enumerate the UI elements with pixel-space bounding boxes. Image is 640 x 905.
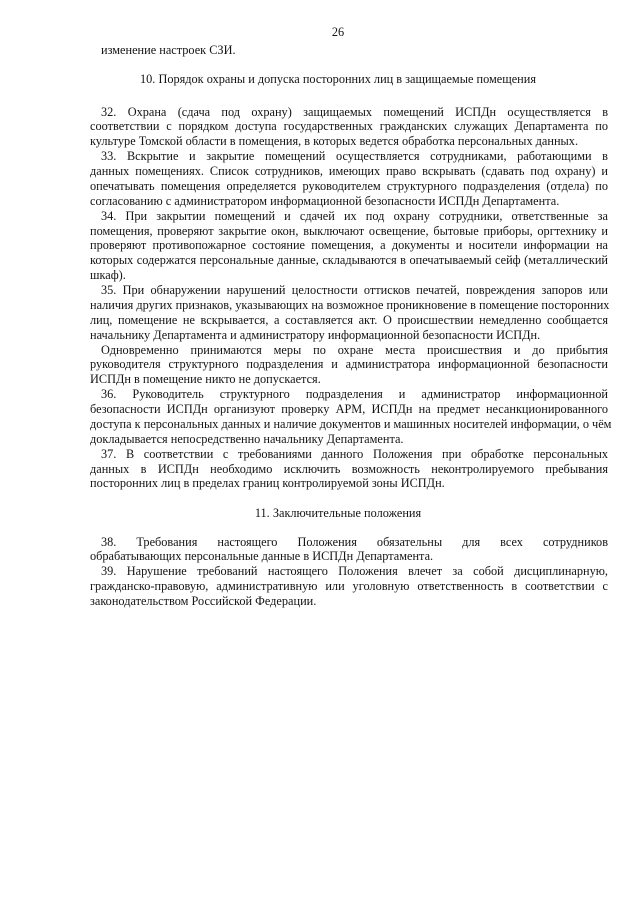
text-line: наличия других признаков, указывающих на возможное проникновение в помещение посторонних <box>90 297 610 312</box>
text-line: 36. Руководитель структурного подразделения и администратор информационной <box>101 387 608 402</box>
text-line: 35. При обнаружении нарушений целостности оттисков печатей, повреждения запоров или <box>101 283 608 297</box>
text-line: 39. Нарушение требований настоящего Положения влечет за собой дисциплинарную, <box>101 564 608 579</box>
paragraph-35-note <box>90 343 608 388</box>
paragraph-36 <box>90 387 612 447</box>
text-line: данных помещениях. Список сотрудников, имеющих право вскрывать (сдавать под охрану) и <box>90 164 608 178</box>
paragraph-37 <box>90 447 608 492</box>
paragraph-34 <box>90 209 608 283</box>
paragraph-33 <box>90 149 608 209</box>
text-line: докладывается непосредственно начальнику Департамента. <box>90 431 404 446</box>
section-heading-11: 11. Заключительные положения <box>254 505 422 520</box>
text-line: обрабатывающих персональные данные в ИСПДн Департамента. <box>90 549 434 564</box>
section-10-body <box>90 104 612 492</box>
section-11-body <box>90 535 608 609</box>
continuation-text: изменение настроек СЗИ. <box>101 42 236 57</box>
text-line: которых содержатся персональные данные, складываются в опечатываемый сейф (металлический <box>90 253 608 268</box>
text-line: безопасности ИСПДн организуют проверку АРМ, ИСПДн на предмет несанкционированного <box>90 402 608 416</box>
text-line: опечатывать помещения определяется руководителем структурного подразделения (отдела) по <box>90 178 608 193</box>
page-number: 26 <box>331 25 345 39</box>
text-line: Одновременно принимаются меры по охране места происшествия и до прибытия <box>101 342 608 357</box>
text-line: посторонних лиц в пределах границ контролируемой зоны ИСПДн. <box>90 476 445 491</box>
text-line: руководителя структурного подразделения и администратора информационной безопасности <box>90 357 608 372</box>
text-line: данных в ИСПДн необходимо исключить возможность неконтролируемого пребывания <box>90 461 608 476</box>
text-line: начальнику Департамента и администратору информационной безопасности ИСПДн. <box>90 327 541 342</box>
text-line: 32. Охрана (сдача под охрану) защищаемых помещений ИСПДн осуществляется в <box>101 104 608 119</box>
text-line: проверяют противопожарное состояние помещения, а документы и носители информации на <box>90 238 608 253</box>
text-line: согласованию с администратором информационной безопасности ИСПДн Департамента. <box>90 193 560 208</box>
text-line: 34. При закрытии помещений и сдачей их под охрану сотрудники, ответственные за <box>101 208 608 223</box>
text-line: 33. Вскрытие и закрытие помещений осуществляется сотрудниками, работающими в <box>101 149 608 164</box>
text-line: 37. В соответствии с требованиями данного Положения при обработке персональных <box>101 446 608 461</box>
text-line: ИСПДн в помещение никто не допускается. <box>90 372 321 387</box>
paragraph-32 <box>90 105 608 150</box>
text-line: соответствии с порядком доступа государственных гражданских служащих Департамента по <box>90 119 608 134</box>
text-line: шкаф). <box>90 268 126 283</box>
text-line: лиц, помещение не вскрывается, а составляется акт. О происшествии немедленно сообщается <box>90 312 608 327</box>
text-line: гражданско-правовую, административную или уголовную ответственность в соответствии с <box>90 579 608 594</box>
text-line: культуре Томской области в помещения, в которых ведется обработка персональных данных. <box>90 134 579 149</box>
paragraph-35 <box>90 283 608 343</box>
text-line: 38. Требования настоящего Положения обязательны для всех сотрудников <box>101 534 608 549</box>
paragraph-39 <box>90 564 608 609</box>
paragraph-38 <box>90 535 608 565</box>
section-heading-10: 10. Порядок охраны и допуска посторонних лиц в защищаемые помещения <box>140 71 536 86</box>
text-line: законодательством Российской Федерации. <box>90 594 317 608</box>
text-line: доступа к персональных данных и наличие документов и машинных носителей информации, о чём <box>90 416 612 431</box>
text-line: помещения, проверяют закрытие окон, выключают освещение, бытовые приборы, оргтехнику и <box>90 223 608 238</box>
